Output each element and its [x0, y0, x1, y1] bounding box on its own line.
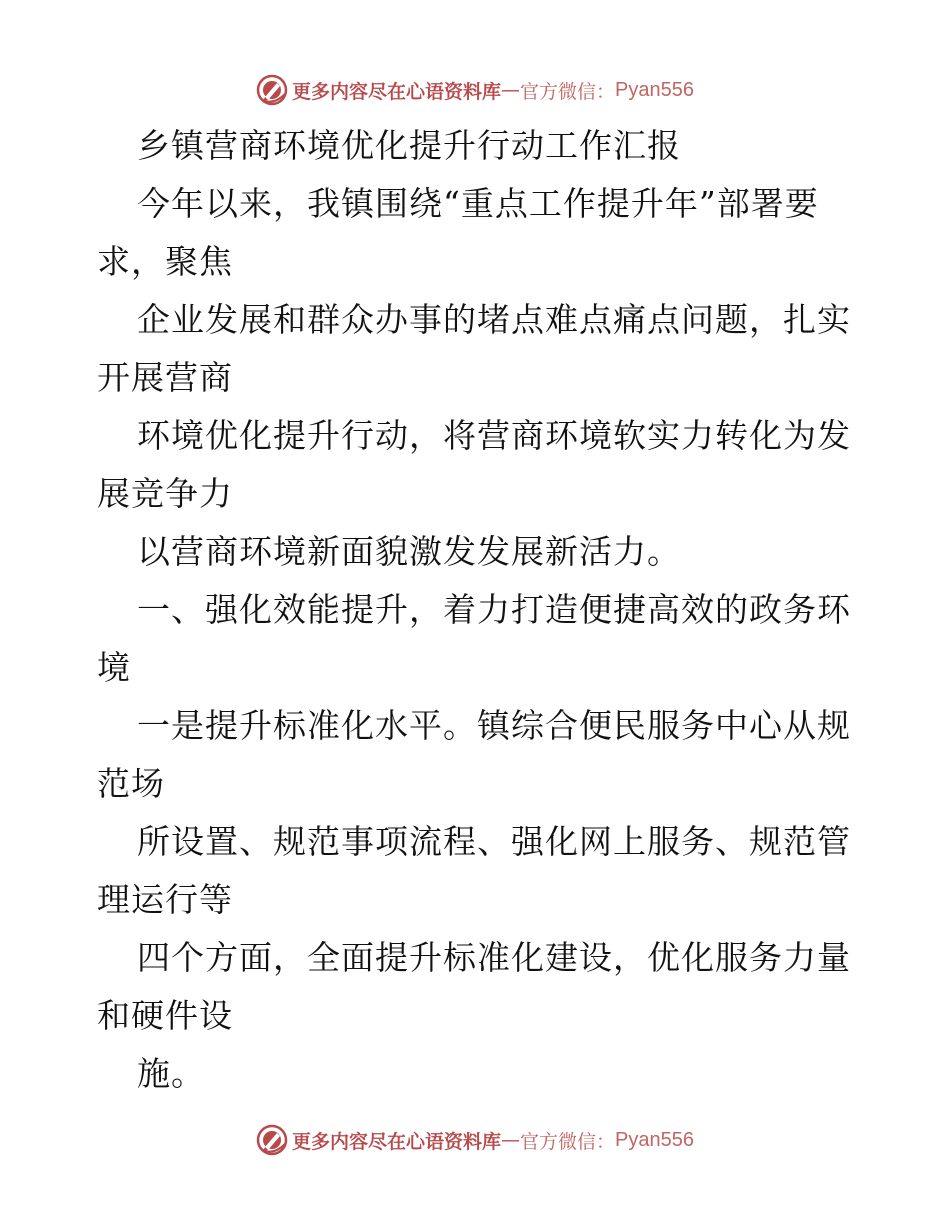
text-line: 四个方面，全面提升标准化建设，优化服务力量 [137, 938, 851, 977]
header-watermark [0, 70, 950, 110]
text-line: 境 [97, 648, 131, 687]
text-line: 理运行等 [97, 880, 233, 919]
text-line: 一、强化效能提升，着力打造便捷高效的政务环 [137, 590, 851, 629]
watermark-main-text: 更多内容尽在心语资料库 [292, 1130, 502, 1153]
text-line: 环境优化提升行动，将营商环境软实力转化为发 [137, 416, 851, 455]
text-line: 施。 [137, 1054, 205, 1093]
text-line: 范场 [97, 764, 165, 803]
text-line: 求，聚焦 [97, 242, 233, 281]
watermark-wechat-label: 官方微信： [520, 80, 616, 103]
footer-watermark [0, 1120, 950, 1160]
watermark-separator: — [501, 79, 521, 101]
text-line: 以营商环境新面貌激发发展新活力。 [137, 532, 681, 571]
watermark-wechat-id: Pyan556 [615, 78, 694, 101]
document-title: 乡镇营商环境优化提升行动工作汇报 [137, 126, 681, 165]
watermark-main-text: 更多内容尽在心语资料库 [292, 80, 502, 103]
text-line: 今年以来，我镇围绕“重点工作提升年”部署要 [137, 184, 819, 223]
watermark-wechat-id: Pyan556 [615, 1128, 694, 1151]
text-line: 开展营商 [97, 358, 233, 397]
text-line: 所设置、规范事项流程、强化网上服务、规范管 [137, 822, 851, 861]
text-line: 展竞争力 [97, 474, 233, 513]
text-line: 一是提升标准化水平。镇综合便民服务中心从规 [137, 706, 851, 745]
text-line: 企业发展和群众办事的堵点难点痛点问题，扎实 [137, 300, 851, 339]
watermark-wechat-label: 官方微信： [520, 1130, 616, 1153]
document-body [97, 117, 857, 1103]
text-line: 和硬件设 [97, 996, 233, 1035]
fountain-pen-icon [256, 1124, 288, 1156]
fountain-pen-icon [256, 74, 288, 106]
watermark-separator: — [501, 1129, 521, 1151]
